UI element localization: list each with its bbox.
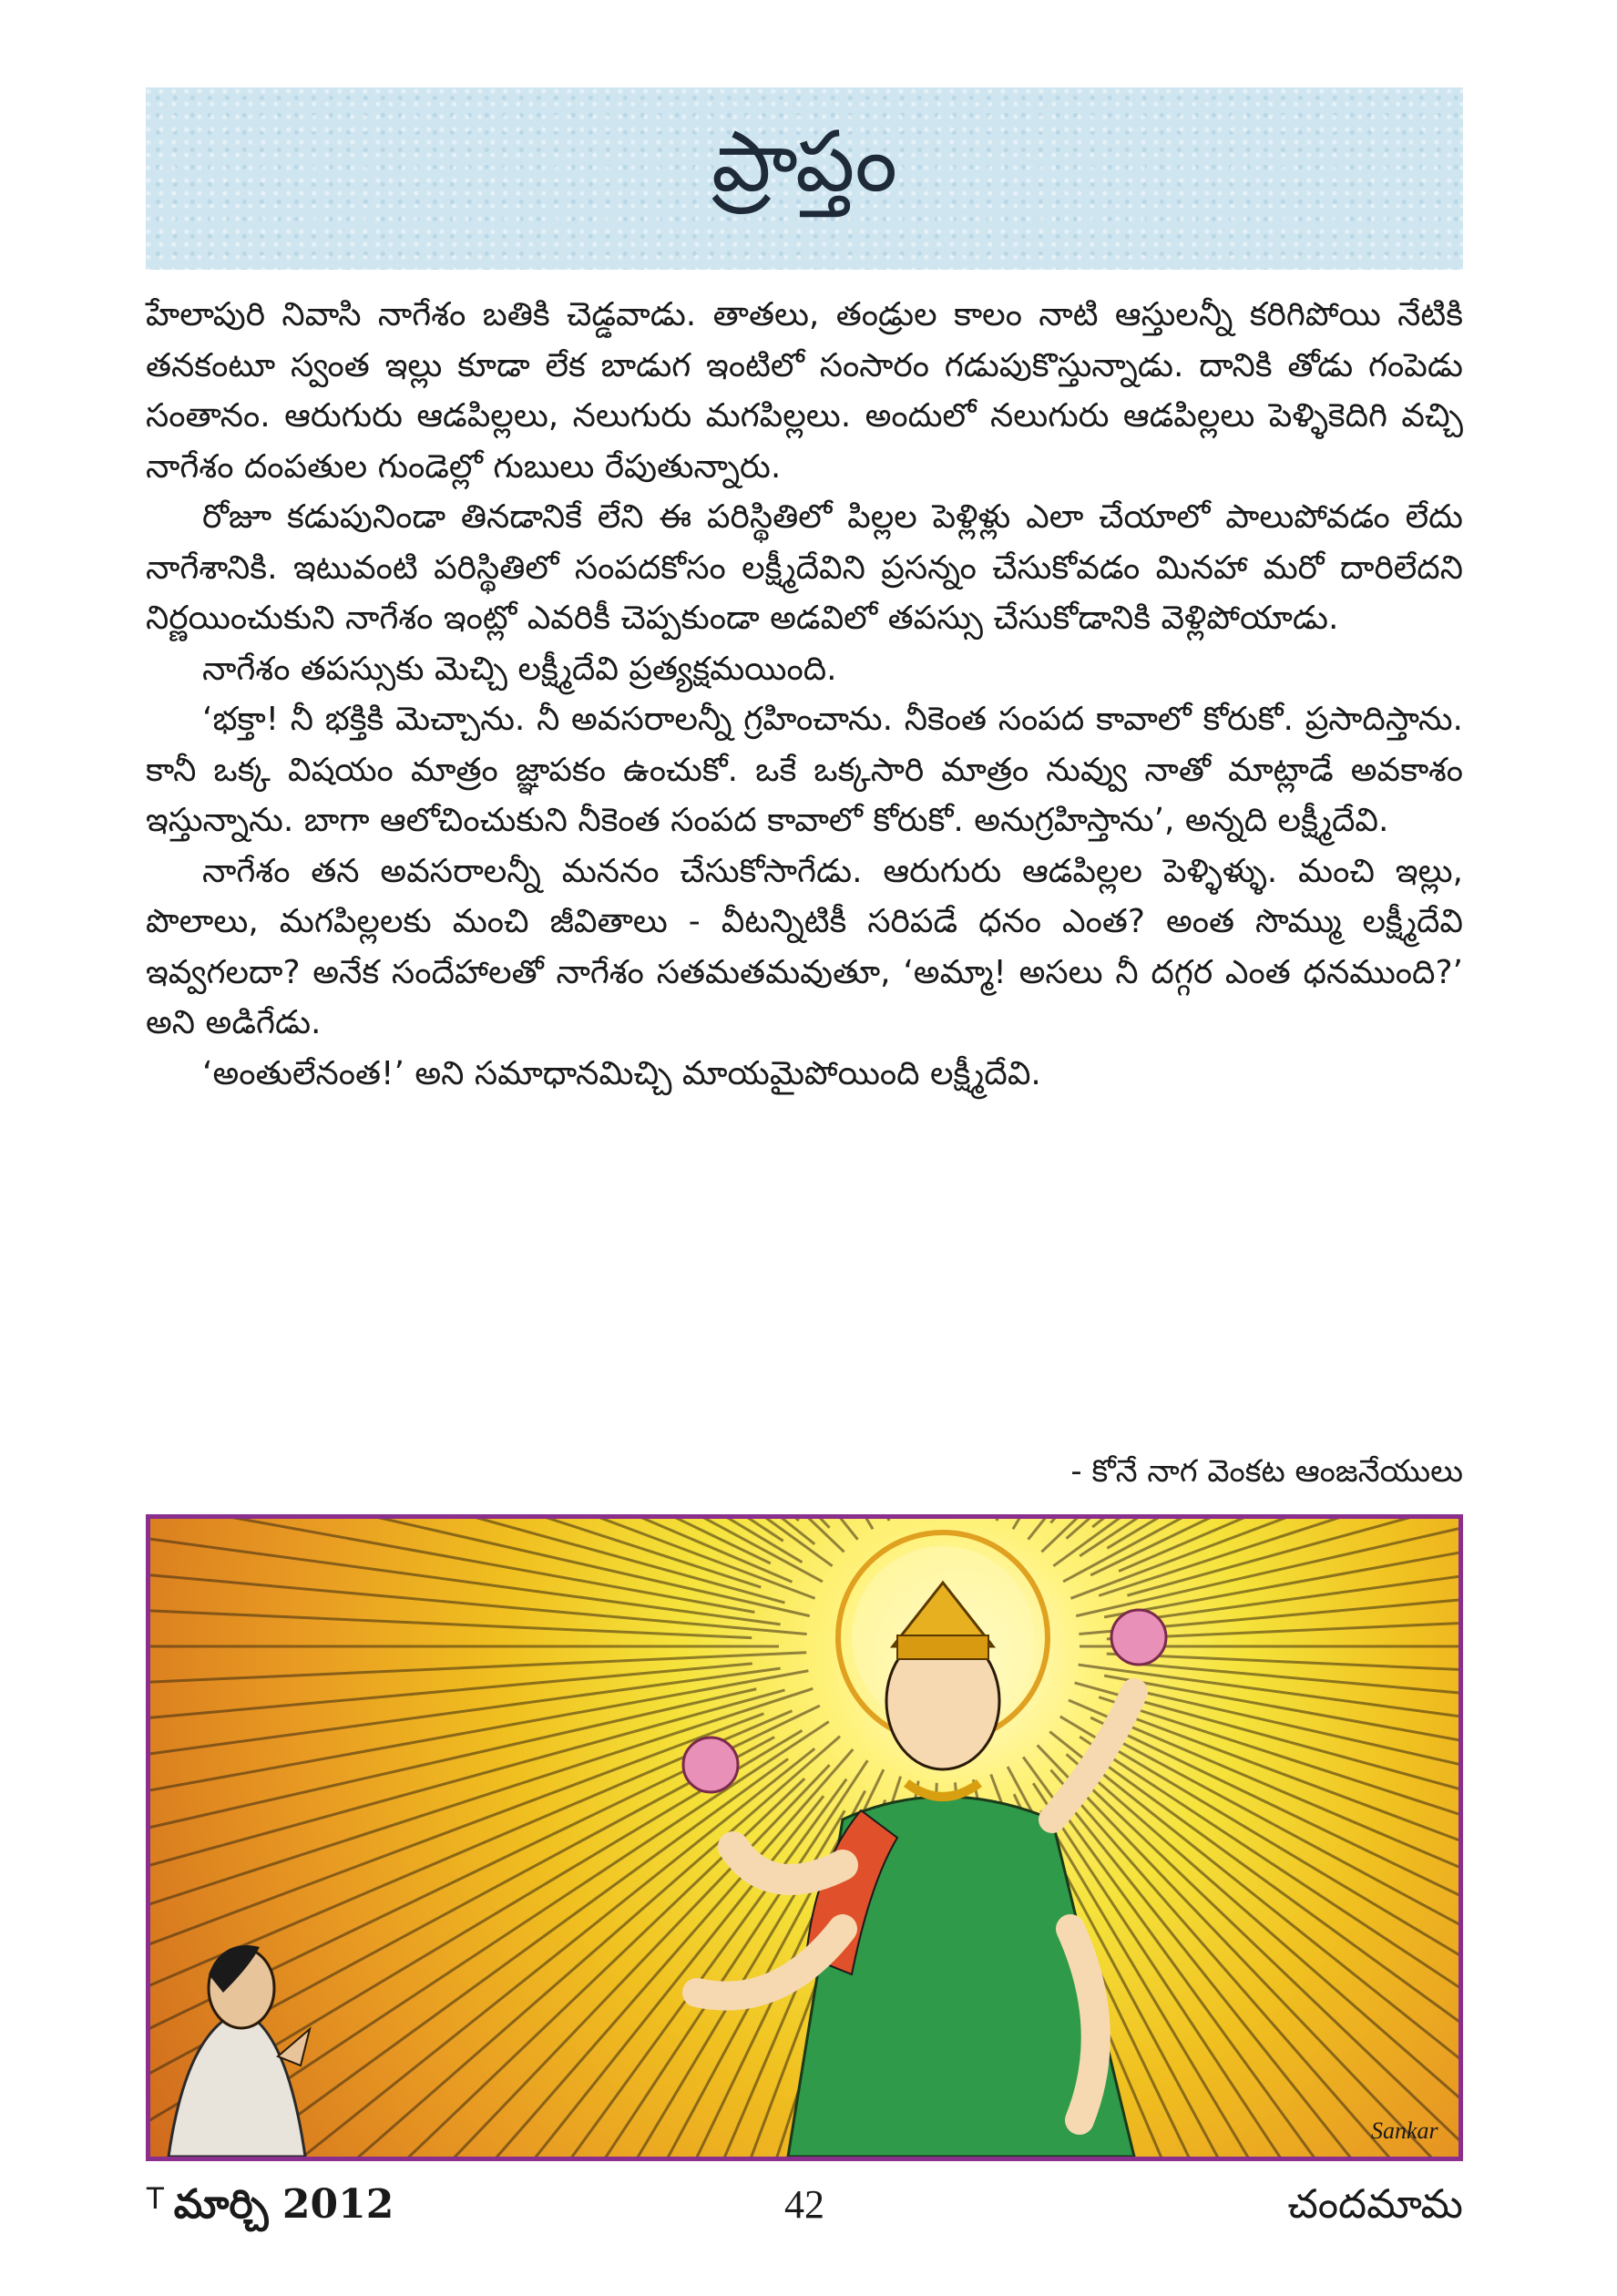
story-body <box>146 290 1463 1099</box>
month-year: మార్చి 2012 <box>173 2181 394 2228</box>
paragraph: హేలాపురి నివాసి నాగేశం బతికి చెడ్డవాడు. తాతలు, తండ్రుల కాలం నాటి ఆస్తులన్నీ కరిగిపోయి నేటికి తనకంటూ స్వంత ఇల్లు కూడా లేక బాడుగ ఇంటిలో సంసారం గడుపుకొస్తున్నాడు. దానికి తోడు గంపెడు సంతానం. ఆరుగురు ఆడపిల్లలు, నలుగురు మగపిల్లలు. అందులో నలుగురు ఆడపిల్లలు పెళ్ళికెదిగి వచ్చి నాగేశం దంపతుల గుండెల్లో గుబులు రేపుతున్నారు. <box>146 296 1463 486</box>
light-ray <box>150 1690 784 1986</box>
author-signature: - కోనే నాగ వెంకట ఆంజనేయులు <box>1070 1453 1463 1490</box>
light-ray <box>150 1689 756 1931</box>
title-banner <box>146 87 1463 270</box>
paragraph: నాగేశం తపస్సుకు మెచ్చి లక్ష్మీదేవి ప్రత్యక్షమయింది. <box>202 650 837 688</box>
page-footer <box>146 2176 1463 2240</box>
light-ray <box>150 1519 781 1625</box>
light-ray <box>1107 1519 1458 1548</box>
light-ray <box>150 1519 771 1563</box>
paragraph: ‘భక్తా! నీ భక్తికి మెచ్చాను. నీ అవసరాలన్నీ గ్రహించాను. నీకెంత సంపద కావాలో కోరుకో. ప్రసాదిస్తాను. కానీ ఒక్క విషయం మాత్రం జ్ఞాపకం ఉంచుకో. ఒకే ఒక్కసారి మాత్రం నువ్వు నాతో మాట్లాడే అవకాశం ఇస్తున్నాను. బాగా ఆలోచించుకుని నీకెంత సంపద కావాలో కోరుకో. అనుగ్రహిస్తాను’, అన్నది లక్ష్మీదేవి. <box>146 701 1463 839</box>
light-ray <box>150 1519 823 1582</box>
story-title: ప్రాప్తం <box>711 113 898 210</box>
paragraph: రోజూ కడుపునిండా తినడానికే లేని ఈ పరిస్థితిలో పిల్లల పెళ్లిళ్లు ఎలా చేయాలో పాలుపోవడం లేదు నాగేశానికి. ఇటువంటి పరిస్థితిలో సంపదకోసం లక్ష్మీదేవిని ప్రసన్నం చేసుకోవడం మినహా మరో దారిలేదని నిర్ణయించుకుని నాగేశం ఇంట్లో ఎవరికీ చెప్పకుండా అడవిలో తపస్సు చేసుకోడానికి వెళ్లిపోయాడు. <box>146 498 1463 637</box>
artist-signature: Sankar <box>1371 2117 1438 2144</box>
paragraph: ‘అంతులేనంత!’ అని సమాధానమిచ్చి మాయమైపోయింది లక్ష్మీదేవి. <box>202 1054 1041 1092</box>
goddess-figure <box>683 1583 1166 2157</box>
light-ray <box>997 1519 1444 1521</box>
light-ray <box>1067 1519 1458 1539</box>
paragraph: నాగేశం తన అవసరాలన్నీ మననం చేసుకోసాగేడు. ఆరుగురు ఆడపిల్లల పెళ్ళిళ్ళు. మంచి ఇల్లు, పొలాలు, మగపిల్లలకు మంచి జీవితాలు - వీటన్నిటికీ సరిపడే ధనం ఎంత? అంత సొమ్ము లక్ష్మీదేవి ఇవ్వగలదా? అనేక సందేహాలతో నాగేశం సతమతమవుతూ, ‘అమ్మా! అసలు నీ దగ్గర ఎంత ధనముంది?’ అని అడిగేడు. <box>146 852 1463 1041</box>
light-ray <box>150 1519 754 1613</box>
light-ray <box>1067 1754 1458 2157</box>
footer-mark: T <box>146 2181 165 2216</box>
light-ray <box>150 1519 815 1598</box>
page-number: 42 <box>784 2182 824 2227</box>
light-ray <box>1090 1519 1458 1575</box>
magazine-name: చందమామ <box>1287 2181 1463 2228</box>
story-illustration <box>146 1514 1463 2161</box>
illustration-drawing <box>150 1519 1458 2157</box>
